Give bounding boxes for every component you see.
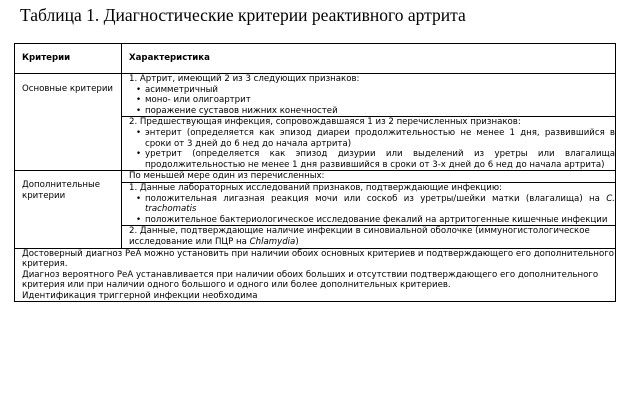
extra-intro: По меньшей мере один из перечисленных: (122, 171, 616, 183)
footnote-line: Диагноз вероятного РеА устанавливается при наличии обоих больших и отсутствии подтверждающего его дополнительного критерия или при наличии одного большого и одного или более дополнительных критериев. (22, 269, 599, 291)
list-item: • уретрит (определяется как эпизод дизурии или выделений из уретры или влагалища продолжительностью не менее 1 дня развившийся в сроки от 3-х дней до 6 нед до начала артрита) (145, 149, 615, 170)
main-block-2-heading: 2. Предшествующая инфекция, сопровождавшаяся 1 из 2 перечисленных признаков: (129, 117, 521, 128)
footnote (15, 248, 616, 302)
list-item-text: положительная лигазная реакция мочи или соскоб из уретры/шейки матки (влагалища) на (145, 193, 607, 204)
list-item: • поражение суставов нижних конечностей (145, 106, 615, 117)
main-block-1 (122, 74, 616, 117)
extra-criteria-label: Дополнительные критерии (15, 171, 122, 248)
header-row (15, 44, 616, 74)
extra-block-2 (122, 226, 616, 248)
footnote-line: Достоверный диагноз РеА можно установить при наличии обоих основных критериев и подтверждающего его дополнительного критерия. (22, 248, 614, 270)
table-title: Таблица 1. Диагностические критерии реактивного артрита (20, 5, 466, 25)
list-item: • положительное бактериологическое исследование фекалий на артритогенные кишечные инфекции (145, 215, 615, 226)
extra-block-2-text: 2. Данные, подтверждающие наличие инфекции в синовиальной оболочке (иммуногистологическое исследование или ПЦР на (129, 226, 590, 247)
main-criteria-label: Основные критерии (15, 74, 122, 171)
extra-block-1-list (129, 194, 615, 226)
extra-block-2-suffix: ) (295, 236, 299, 247)
header-characteristic: Характеристика (122, 44, 616, 74)
main-criteria-row-1 (15, 74, 616, 117)
list-item: • энтерит (определяется как эпизод диареи продолжительностью не менее 1 дня, развившийся в сроки от 3 дней до 6 нед до начала артрита) (145, 128, 615, 149)
extra-criteria-row-1 (15, 171, 616, 183)
list-item: • асимметричный (145, 85, 615, 96)
list-item: • моно- или олигоартрит (145, 95, 615, 106)
header-criteria: Критерии (15, 44, 122, 74)
criteria-table (14, 43, 616, 302)
footnote-row (15, 248, 616, 302)
pathogen-name: Chlamydia (249, 236, 296, 247)
main-block-1-list (129, 85, 615, 117)
extra-block-1-heading: 1. Данные лабораторных исследований признаков, подтверждающие инфекцию: (129, 182, 502, 193)
extra-block-1 (122, 182, 616, 225)
list-item (145, 194, 615, 215)
main-block-1-heading: 1. Артрит, имеющий 2 из 3 следующих признаков: (129, 74, 360, 84)
main-block-2 (122, 117, 616, 171)
footnote-line: Идентификация триггерной инфекции необходима (22, 290, 258, 301)
pathogen-name: C. trachomatis (145, 193, 615, 215)
main-block-2-list (129, 128, 615, 170)
